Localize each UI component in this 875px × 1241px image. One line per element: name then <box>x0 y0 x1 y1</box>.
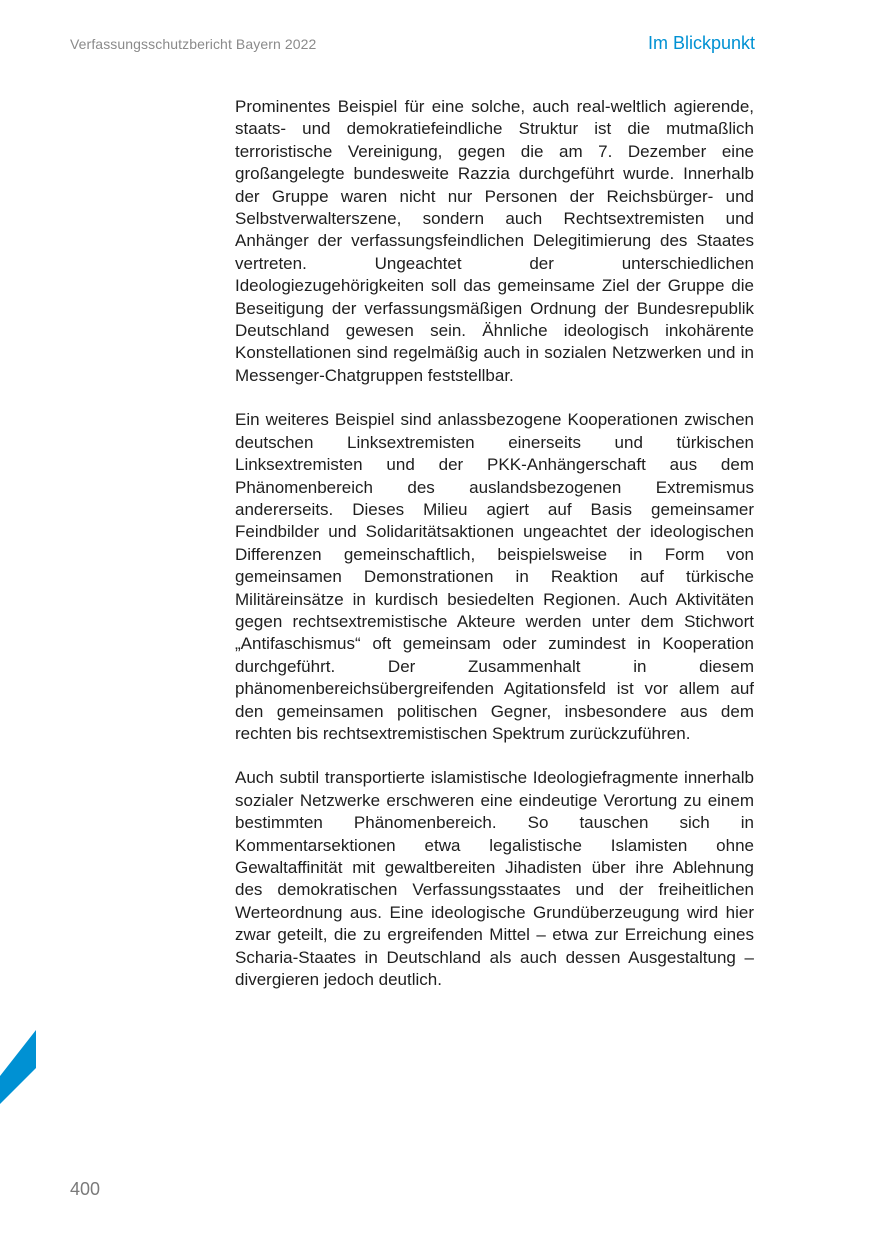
section-marker-tab <box>0 1030 36 1104</box>
paragraph: Prominentes Beispiel für eine solche, auch real-weltlich agierende, staats- und demokratiefeindliche Struktur ist die mutmaßlich terroristische Vereinigung, gegen die am 7. Dezember eine großangelegte bundesweite Razzia durchgeführt wurde. Innerhalb der Gruppe waren nicht nur Personen der Reichsbürger- und Selbstverwalterszene, sondern auch Rechtsextremisten und Anhänger der verfassungsfeindlichen Delegitimierung des Staates vertreten. Ungeachtet der unterschiedlichen Ideologiezugehörigkeiten soll das gemeinsame Ziel der Gruppe die Beseitigung der verfassungsmäßigen Ordnung der Bundesrepublik Deutschland gewesen sein. Ähnliche ideologisch inkohärente Konstellationen sind regelmäßig auch in sozialen Netzwerken und in Messenger-Chatgruppen feststellbar. <box>235 97 754 385</box>
paragraph: Ein weiteres Beispiel sind anlassbezogene Kooperationen zwischen deutschen Linksextremisten einerseits und türkischen Linksextremisten und der PKK-Anhängerschaft aus dem Phänomenbereich des auslandsbezogenen Extremismus andererseits. Dieses Milieu agiert auf Basis gemeinsamer Feindbilder und Solidaritätsaktionen ungeachtet der ideologischen Differenzen gemeinschaftlich, beispielsweise in Form von gemeinsamen Demonstrationen in Reaktion auf türkische Militäreinsätze in kurdisch besiedelten Regionen. Auch Aktivitäten gegen rechtsextremistische Akteure werden unter dem Stichwort „Antifaschismus“ oft gemeinsam oder zumindest in Kooperation durchgeführt. Der Zusammenhalt in diesem phänomenbereichsübergreifenden Agitationsfeld ist vor allem auf den gemeinsamen politischen Gegner, insbesondere aus dem rechten bis rechtsextremistischen Spektrum zurückzuführen. <box>235 410 754 743</box>
paragraph: Auch subtil transportierte islamistische Ideologiefragmente innerhalb sozialer Netzwerke erschweren eine eindeutige Verortung zu einem bestimmten Phänomenbereich. So tauschen sich in Kommentarsektionen etwa legalistische Islamisten ohne Gewaltaffinität mit gewaltbereiten Jihadisten über ihre Ablehnung des demokratischen Verfassungsstaates und der freiheitlichen Werteordnung aus. Eine ideologische Grundüberzeugung wird hier zwar geteilt, die zu ergreifenden Mittel – etwa zur Erreichung eines Scharia-Staates in Deutschland als auch dessen Ausgestaltung – divergieren jedoch deutlich. <box>235 768 754 990</box>
running-header-section: Im Blickpunkt <box>647 33 755 53</box>
page-number: 400 <box>70 1179 101 1199</box>
running-header-publication: Verfassungsschutzbericht Bayern 2022 <box>70 36 317 52</box>
body-text <box>235 96 754 1013</box>
